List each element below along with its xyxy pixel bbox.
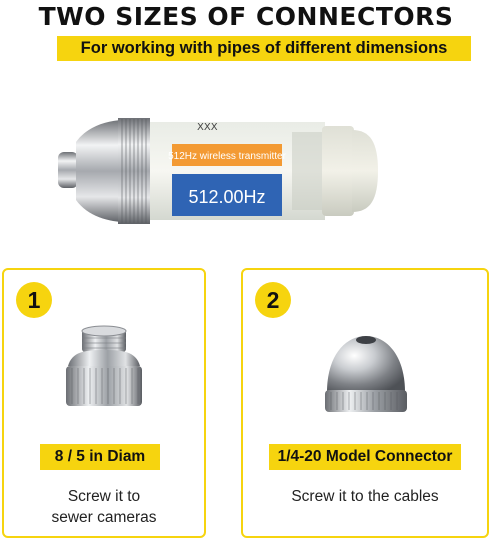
- panel-number-badge: 1: [16, 282, 52, 318]
- connector-panel-2: [241, 268, 489, 538]
- panel-description: [4, 486, 204, 528]
- threaded-connector-icon: [54, 322, 154, 422]
- transmitter-label-top: 512Hz wireless transmitter: [168, 151, 286, 162]
- description-line: Screw it to the cables: [291, 488, 439, 505]
- transmitter-marking: XXX: [197, 122, 218, 133]
- connector-panel-1: [2, 268, 206, 538]
- spec-label: 8 / 5 in Diam: [40, 444, 160, 470]
- panel-number-badge: 2: [255, 282, 291, 318]
- subtitle-banner: For working with pipes of different dimensions: [57, 36, 471, 61]
- description-line: sewer cameras: [51, 509, 157, 526]
- transmitter-image: [52, 112, 382, 230]
- page-title: TWO SIZES OF CONNECTORS: [38, 2, 454, 31]
- description-line: Screw it to: [67, 488, 141, 505]
- transmitter-label-main: 512.00Hz: [188, 187, 266, 207]
- dome-connector-icon: [321, 328, 411, 424]
- panel-description: [243, 486, 487, 507]
- spec-label: 1/4-20 Model Connector: [269, 444, 461, 470]
